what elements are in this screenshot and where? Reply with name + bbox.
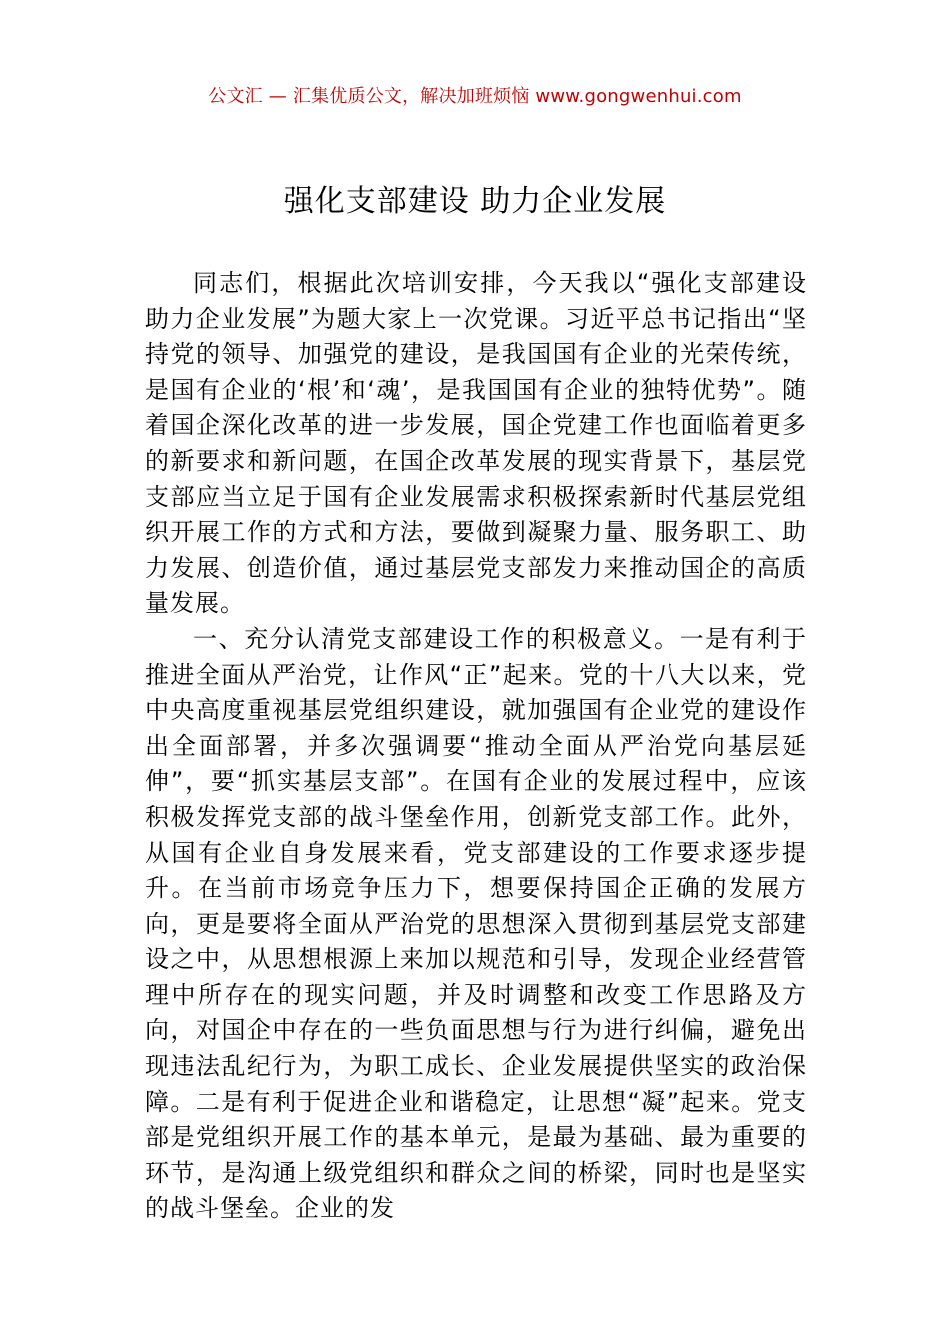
document-title: 强化支部建设 助力企业发展	[283, 184, 667, 219]
paragraph-section-one: 一、充分认清党支部建设工作的积极意义。一是有利于推进全面从严治党，让作风“正”起来。党的十八大以来，党中央高度重视基层党组织建设，就加强国有企业党的建设作出全面部署，并多次强调要“推动全面从严治党向基层延伸”，要“抓实基层支部”。在国有企业的发展过程中，应该积极发挥党支部的战斗堡垒作用，创新党支部工作。此外，从国有企业自身发展来看，党支部建设的工作要求逐步提升。在当前市场竞争压力下，想要保持国企正确的发展方向，更是要将全面从严治党的思想深入贯彻到基层党支部建设之中，从思想根源上来加以规范和引导，发现企业经营管理中所存在的现实问题，并及时调整和改变工作思路及方向，对国企中存在的一些负面思想与行为进行纠偏，避免出现违法乱纪行为，为职工成长、企业发展提供坚实的政治保障。二是有利于促进企业和谐稳定，让思想“凝”起来。党支部是党组织开展工作的基本单元，是最为基础、最为重要的环节，是沟通上级党组织和群众之间的桥梁，同时也是坚实的战斗堡垒。企业的发	[145, 624, 807, 1223]
header-banner: 公文汇 — 汇集优质公文，解决加班烦恼 www.gongwenhui.com	[208, 86, 742, 107]
paragraph-intro: 同志们，根据此次培训安排，今天我以“强化支部建设 助力企业发展”为题大家上一次党课。习近平总书记指出“坚持党的领导、加强党的建设，是我国国有企业的光荣传统，是国有企业的‘根’和‘魂’，是我国国有企业的独特优势”。随着国企深化改革的进一步发展，国企党建工作也面临着更多的新要求和新问题，在国企改革发展的现实背景下，基层党支部应当立足于国有企业发展需求积极探索新时代基层党组织开展工作的方式和方法，要做到凝聚力量、服务职工、助力发展、创造价值，通过基层党支部发力来推动国企的高质量发展。	[145, 269, 807, 618]
document-body	[145, 266, 807, 1227]
